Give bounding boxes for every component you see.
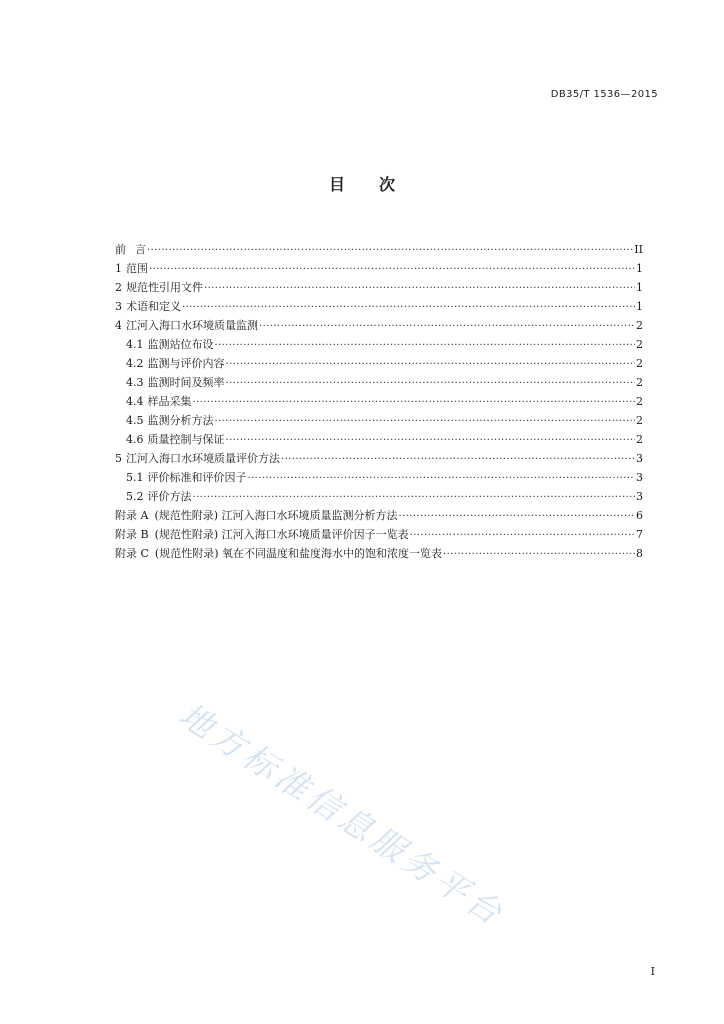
dot-leader — [281, 450, 635, 469]
toc-entry-page: II — [634, 243, 643, 256]
toc-entry-label — [126, 392, 192, 411]
dot-leader — [215, 336, 636, 355]
toc-entry-page: 7 — [636, 528, 643, 541]
toc-entry-4-5[interactable] — [115, 411, 643, 430]
toc-entry-label — [115, 506, 398, 525]
toc-entry-text: (规范性附录) 江河入海口水环境质量监测分析方法 — [154, 509, 398, 522]
toc-entry-4-2[interactable] — [115, 354, 643, 373]
toc-entry-text: 监测分析方法 — [147, 414, 214, 427]
toc-entry-page: 3 — [636, 490, 643, 503]
toc-entry-page: 1 — [636, 300, 643, 313]
title-char-1: 目 — [328, 175, 345, 194]
toc-entry-label — [115, 316, 258, 335]
toc-entry-number: 4.6 — [126, 433, 144, 446]
toc-entry-label — [126, 487, 192, 506]
page-title — [0, 172, 724, 195]
toc-entry-page: 1 — [636, 281, 643, 294]
toc-entry-page: 2 — [636, 395, 643, 408]
toc-entry-number: 5.1 — [126, 471, 144, 484]
toc-entry-appendix-b[interactable] — [115, 525, 643, 544]
toc-entry-label — [115, 525, 409, 544]
dot-leader — [443, 545, 635, 564]
toc-entry-label — [115, 278, 203, 297]
dot-leader — [193, 393, 636, 412]
toc-entry-number: 5 — [115, 452, 122, 465]
toc-entry-number: 附录 B — [115, 528, 149, 541]
toc-entry-text: 质量控制与保证 — [147, 433, 225, 446]
toc-entry-label — [126, 335, 214, 354]
toc-entry-4-6[interactable] — [115, 430, 643, 449]
toc-entry-number: 附录 C — [115, 547, 149, 560]
toc-entry-text: 江河入海口水环境质量监测 — [126, 319, 258, 332]
dot-leader — [182, 298, 635, 317]
toc-entry-terms-definitions[interactable] — [115, 297, 643, 316]
toc-entry-5-2[interactable] — [115, 487, 643, 506]
toc-entry-page: 2 — [636, 357, 643, 370]
dot-leader — [215, 412, 636, 431]
toc-entry-text: (规范性附录) 江河入海口水环境质量评价因子一览表 — [154, 528, 409, 541]
toc-entry-label — [115, 544, 442, 563]
toc-entry-page: 3 — [636, 452, 643, 465]
toc-entry-normative-references[interactable] — [115, 278, 643, 297]
toc-entry-number: 4 — [115, 319, 122, 332]
page-number: I — [650, 965, 655, 978]
toc-entry-scope[interactable] — [115, 259, 643, 278]
toc-entry-page: 8 — [636, 547, 643, 560]
toc-entry-5-1[interactable] — [115, 468, 643, 487]
toc-entry-evaluation-method[interactable] — [115, 449, 643, 468]
toc-entry-text: (规范性附录) 氧在不同温度和盐度海水中的饱和浓度一览表 — [154, 547, 442, 560]
toc-entry-page: 2 — [636, 414, 643, 427]
toc-entry-label — [126, 468, 247, 487]
toc-entry-text: 监测站位布设 — [147, 338, 214, 351]
toc-entry-page: 6 — [636, 509, 643, 522]
toc-entry-4-1[interactable] — [115, 335, 643, 354]
toc-entry-label — [115, 449, 280, 468]
toc-entry-number: 4.2 — [126, 357, 144, 370]
dot-leader — [226, 374, 636, 393]
toc-entry-number: 4.1 — [126, 338, 144, 351]
toc-entry-label-char-1: 前 — [115, 243, 126, 256]
toc-entry-4-4[interactable] — [115, 392, 643, 411]
toc-entry-page: 2 — [636, 319, 643, 332]
toc-entry-text: 监测时间及频率 — [147, 376, 225, 389]
toc-entry-label — [126, 411, 214, 430]
toc-entry-number: 5.2 — [126, 490, 144, 503]
dot-leader — [204, 279, 635, 298]
toc-entry-page: 2 — [636, 338, 643, 351]
toc-entry-number: 4.4 — [126, 395, 144, 408]
toc-entry-label — [115, 297, 181, 316]
dot-leader — [226, 355, 636, 374]
watermark: 地方标准信息服务平台 — [172, 694, 513, 935]
dot-leader — [149, 260, 635, 279]
toc-entry-appendix-c[interactable] — [115, 544, 643, 563]
table-of-contents — [115, 240, 643, 563]
toc-entry-text: 评价标准和评价因子 — [147, 471, 247, 484]
dot-leader — [147, 241, 633, 260]
toc-entry-text: 江河入海口水环境质量评价方法 — [126, 452, 280, 465]
dot-leader — [193, 488, 636, 507]
toc-entry-label — [126, 430, 225, 449]
dot-leader — [259, 317, 635, 336]
toc-entry-page: 2 — [636, 376, 643, 389]
toc-entry-text: 规范性引用文件 — [126, 281, 203, 294]
toc-entry-foreword[interactable] — [115, 240, 643, 259]
toc-entry-text: 监测与评价内容 — [147, 357, 225, 370]
toc-entry-number: 3 — [115, 300, 122, 313]
dot-leader — [399, 507, 635, 526]
toc-entry-page: 2 — [636, 433, 643, 446]
toc-entry-label — [126, 354, 225, 373]
dot-leader — [410, 526, 635, 545]
standard-code: DB35/T 1536—2015 — [550, 89, 658, 100]
toc-entry-text: 样品采集 — [147, 395, 192, 408]
toc-entry-label — [115, 259, 148, 278]
toc-entry-4-3[interactable] — [115, 373, 643, 392]
toc-entry-text: 术语和定义 — [126, 300, 181, 313]
title-char-2: 次 — [379, 175, 396, 194]
toc-entry-number: 4.5 — [126, 414, 144, 427]
toc-entry-label-char-2: 言 — [135, 243, 146, 256]
toc-entry-monitoring[interactable] — [115, 316, 643, 335]
toc-entry-text: 范围 — [126, 262, 148, 275]
dot-leader — [248, 469, 636, 488]
toc-entry-number: 4.3 — [126, 376, 144, 389]
toc-entry-label — [126, 373, 225, 392]
dot-leader — [226, 431, 636, 450]
toc-entry-number: 1 — [115, 262, 122, 275]
toc-entry-page: 3 — [636, 471, 643, 484]
toc-entry-text: 评价方法 — [147, 490, 192, 503]
toc-entry-page: 1 — [636, 262, 643, 275]
toc-entry-appendix-a[interactable] — [115, 506, 643, 525]
toc-entry-label — [115, 240, 146, 259]
toc-entry-number: 附录 A — [115, 509, 149, 522]
toc-entry-number: 2 — [115, 281, 122, 294]
